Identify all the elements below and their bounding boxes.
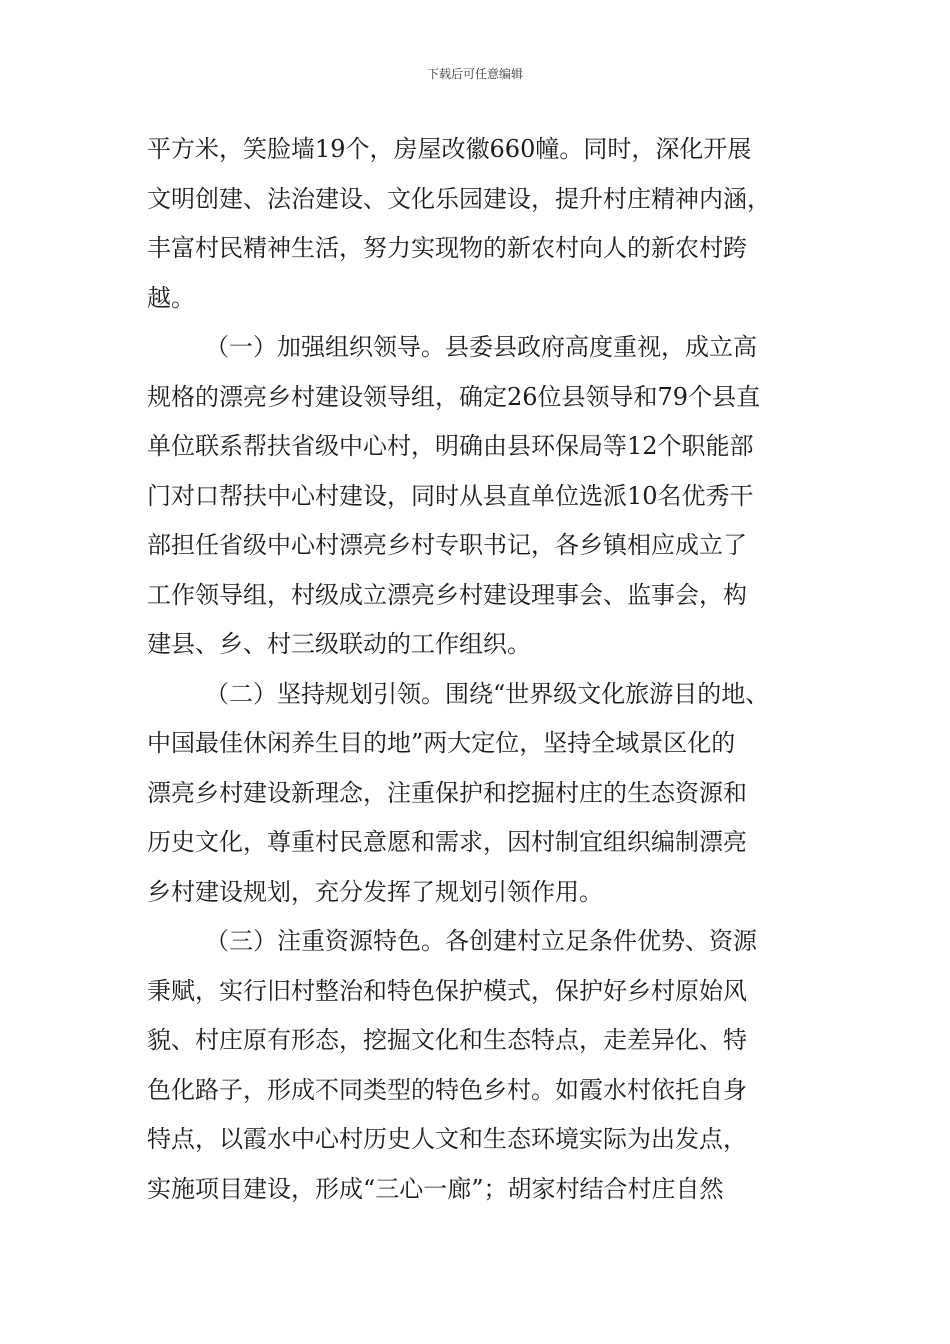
text-line: 文明创建、法治建设、文化乐园建设，提升村庄精神内涵， — [147, 184, 771, 213]
text-line: 工作领导组，村级成立漂亮乡村建设理事会、监事会，构 — [147, 580, 747, 609]
text-line: 部担任省级中心村漂亮乡村专职书记，各乡镇相应成立了 — [147, 531, 747, 559]
paragraph-first-line: （二）坚持规划引领。围绕“世界级文化旅游目的地、 — [205, 679, 770, 708]
paragraph-first-line: （三）注重资源特色。各创建村立足条件优势、资源 — [205, 927, 757, 955]
page-header: 下载后可任意编辑 — [426, 67, 523, 81]
text-line: 貌、村庄原有形态，挖掘文化和生态特点，走差异化、特 — [147, 1026, 747, 1054]
text-line: 色化路子，形成不同类型的特色乡村。如霞水村依托自身 — [147, 1075, 747, 1104]
document-body — [147, 125, 807, 1214]
text-line: 历史文化，尊重村民意愿和需求，因村制宜组织编制漂亮 — [147, 828, 747, 856]
text-line: 越。 — [147, 283, 195, 312]
text-line: 丰富村民精神生活，努力实现物的新农村向人的新农村跨 — [147, 234, 747, 262]
text-line: 漂亮乡村建设新理念，注重保护和挖掘村庄的生态资源和 — [147, 778, 747, 807]
text-line: 实施项目建设，形成“三心一廊”；胡家村结合村庄自然 — [147, 1174, 724, 1203]
text-line: 乡村建设规划，充分发挥了规划引领作用。 — [147, 877, 603, 906]
text-line: 中国最佳休闲养生目的地”两大定位，坚持全域景区化的 — [147, 729, 736, 757]
text-line: 单位联系帮扶省级中心村，明确由县环保局等12个职能部 — [147, 432, 754, 460]
paragraph-first-line: （一）加强组织领导。县委县政府高度重视，成立高 — [205, 333, 757, 361]
text-line: 秉赋，实行旧村整治和特色保护模式，保护好乡村原始风 — [147, 976, 747, 1005]
text-line: 门对口帮扶中心村建设，同时从县直单位选派10名优秀干 — [147, 481, 754, 510]
text-line: 建县、乡、村三级联动的工作组织。 — [147, 630, 531, 658]
text-line: 平方米，笑脸墙19个，房屋改徽660幢。同时，深化开展 — [147, 135, 752, 163]
text-line: 规格的漂亮乡村建设领导组，确定26位县领导和79个县直 — [147, 382, 761, 411]
text-line: 特点，以霞水中心村历史人文和生态环境实际为出发点， — [147, 1125, 747, 1153]
